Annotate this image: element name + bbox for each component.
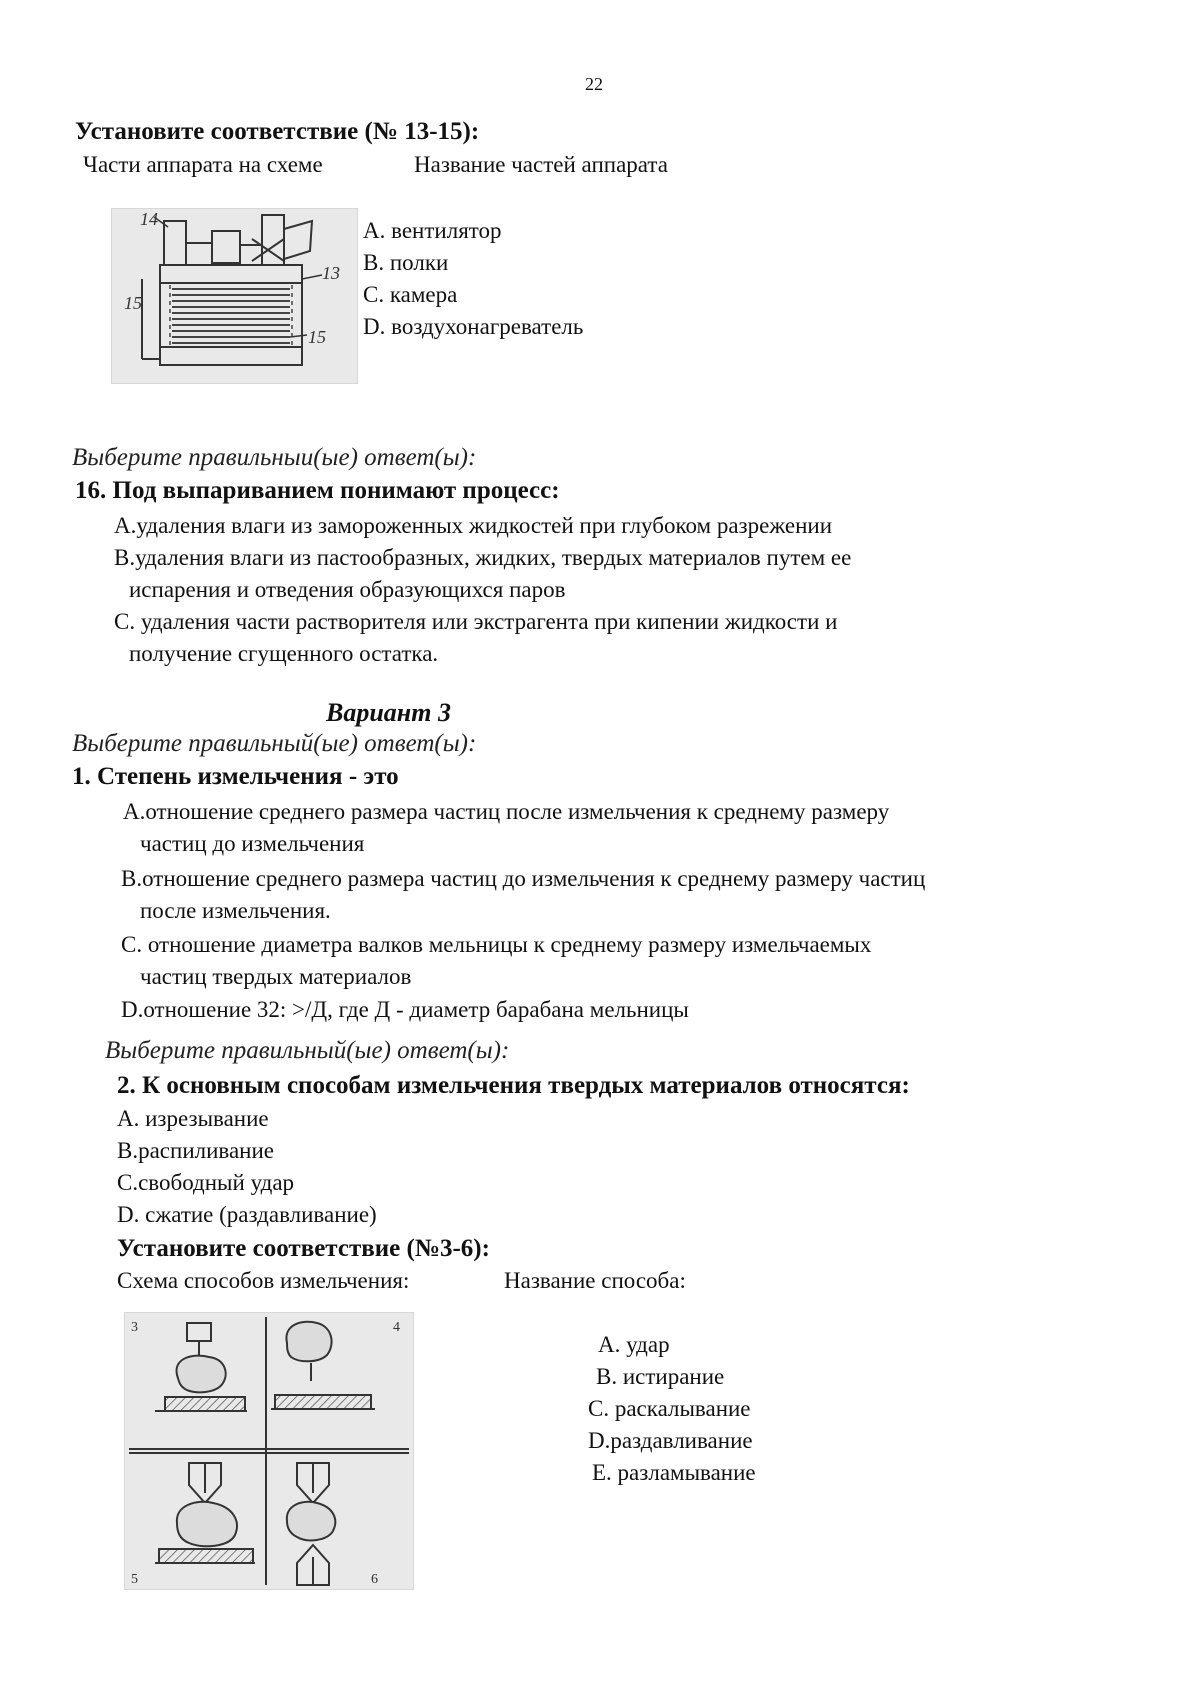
method-option-b: B. истирание: [596, 1364, 725, 1389]
q1-answer-d: D.отношение 32: >/Д, где Д - диаметр барабана мельницы: [121, 997, 689, 1022]
instruction-q2: Выберите правильный(ые) ответ(ы):: [105, 1037, 510, 1064]
q16-answer-c-cont: получение сгущенного остатка.: [129, 641, 439, 666]
method-option-d: D.раздавливание: [588, 1428, 753, 1453]
q2-option-d: D. сжатие (раздавливание): [117, 1202, 377, 1227]
matching-heading-13-15: Установите соответствие (№ 13-15):: [75, 118, 480, 145]
apparatus-drawing: [112, 209, 357, 383]
q1-answer-a: A.отношение среднего размера частиц после измельчения к среднему размеру: [123, 799, 890, 824]
grinding-methods-diagram: [124, 1312, 414, 1590]
q16-answer-b: B.удаления влаги из пастообразных, жидких, твердых материалов путем ее: [114, 545, 852, 570]
instruction-q16: Выберите правильныи(ые) ответ(ы):: [72, 444, 477, 471]
fig-label-13: 13: [322, 263, 340, 283]
q16-answer-c: C. удаления части растворителя или экстрагента при кипении жидкости и: [114, 609, 838, 634]
question-2: 2. К основным способам измельчения твердых материалов относятся:: [117, 1072, 910, 1099]
q2-option-b: B.распиливание: [117, 1138, 275, 1163]
q2-option-c: C.свободный удар: [117, 1170, 295, 1195]
method-option-c: C. раскалывание: [588, 1396, 751, 1421]
instruction-q1: Выберите правильный(ые) ответ(ы):: [72, 730, 477, 757]
option-c-chamber: C. камера: [363, 282, 458, 307]
question-16: 16. Под выпариванием понимают процесс:: [75, 477, 560, 504]
method-option-a: A. удар: [598, 1332, 670, 1357]
q1-answer-b-cont: после измельчения.: [140, 898, 331, 923]
q1-answer-c-cont: частиц твердых материалов: [140, 964, 412, 989]
method-option-e: E. разламывание: [592, 1460, 756, 1485]
column-header-method-names: Название способа:: [504, 1268, 686, 1293]
scheme-label-3: 3: [131, 1320, 138, 1335]
fig-label-14: 14: [140, 209, 158, 229]
apparatus-diagram: [111, 208, 358, 384]
q2-option-a: A. изрезывание: [117, 1106, 269, 1131]
option-a-ventilator: A. вентилятор: [363, 218, 502, 243]
q16-answer-a: A.удаления влаги из замороженных жидкостей при глубоком разрежении: [114, 513, 833, 538]
matching-heading-3-6: Установите соответствие (№3-6):: [117, 1235, 490, 1262]
column-header-parts: Части аппарата на схеме: [83, 152, 323, 177]
page-number: 22: [585, 74, 603, 94]
scheme-label-4: 4: [393, 1320, 400, 1335]
grinding-methods-drawing: [125, 1313, 413, 1589]
fig-label-15-left: 15: [124, 293, 142, 313]
question-1: 1. Степень измельчения - это: [72, 763, 399, 790]
variant-heading: Вариант 3: [326, 698, 451, 727]
column-header-schemes: Схема способов измельчения:: [117, 1268, 410, 1293]
q1-answer-c: C. отношение диаметра валков мельницы к среднему размеру измельчаемых: [121, 932, 872, 957]
column-header-names: Название частей аппарата: [414, 152, 668, 177]
q1-answer-a-cont: частиц до измельчения: [140, 831, 365, 856]
q1-answer-b: B.отношение среднего размера частиц до измельчения к среднему размеру частиц: [121, 866, 926, 891]
q16-answer-b-cont: испарения и отведения образующихся паров: [129, 577, 566, 602]
option-d-air-heater: D. воздухонагреватель: [363, 314, 584, 339]
scheme-label-5: 5: [131, 1572, 138, 1587]
scheme-label-6: 6: [371, 1572, 378, 1587]
fig-label-15-right: 15: [308, 327, 326, 347]
option-b-shelves: B. полки: [363, 250, 449, 275]
